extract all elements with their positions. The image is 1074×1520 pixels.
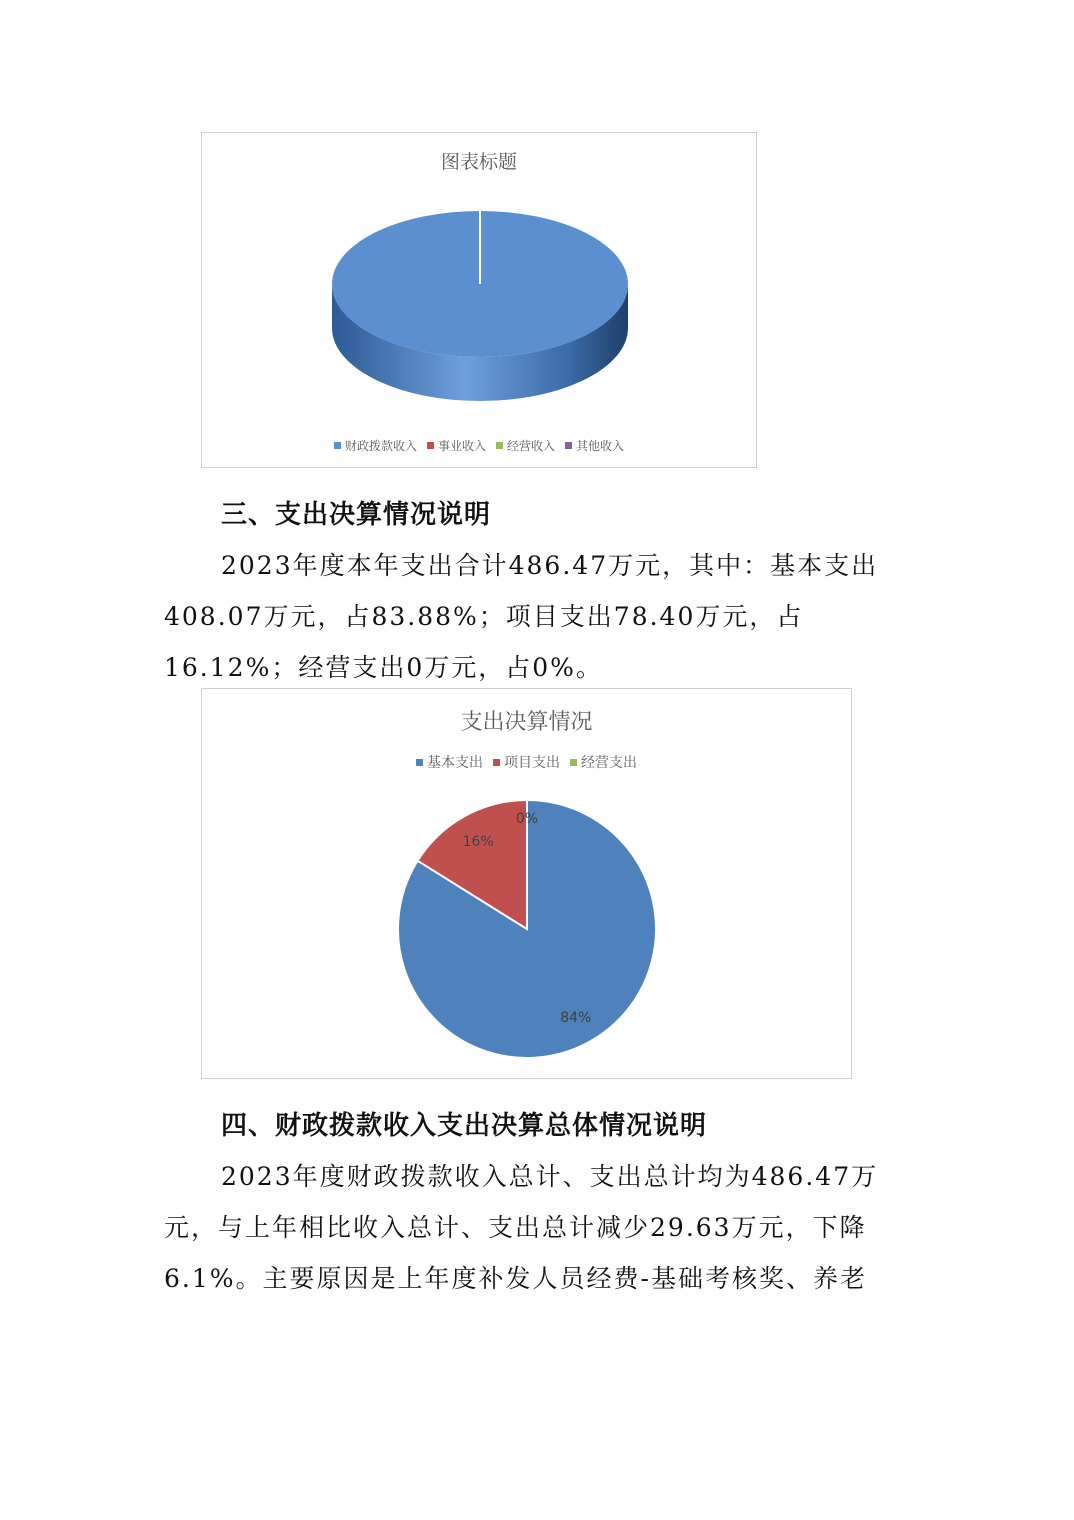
legend-label: 基本支出 <box>427 755 483 771</box>
legend-swatch <box>570 759 577 766</box>
legend-label: 经营收入 <box>507 439 556 453</box>
legend-item <box>334 437 417 454</box>
data-label: 84% <box>560 1009 592 1026</box>
legend-item <box>427 437 486 454</box>
chart-title: 图表标题 <box>440 151 517 173</box>
income-pie-chart <box>201 132 757 468</box>
data-label: 0% <box>515 811 539 828</box>
section-heading: 三、支出决算情况说明 <box>221 500 492 530</box>
legend-swatch <box>416 759 423 766</box>
expenditure-pie-chart <box>201 688 852 1079</box>
legend-swatch <box>493 759 500 766</box>
legend-swatch <box>496 442 503 449</box>
legend-label: 经营支出 <box>581 755 637 771</box>
section-paragraph: 2023年度财政拨款收入总计、支出总计均为486.47万元，与上年相比收入总计、支出总计减少29.63万元，下降6.1%。主要原因是上年度补发人员经费-基础考核奖、养老 <box>164 1162 879 1293</box>
legend-swatch <box>334 442 341 449</box>
legend-item <box>496 437 555 454</box>
legend-item <box>416 752 483 772</box>
income-pie-plot <box>202 133 758 469</box>
chart-legend <box>202 437 756 454</box>
legend-label: 项目支出 <box>504 755 560 771</box>
section-heading: 四、财政拨款收入支出决算总体情况说明 <box>221 1111 708 1141</box>
legend-item <box>570 752 637 772</box>
legend-swatch <box>565 442 572 449</box>
legend-label: 事业收入 <box>437 439 486 453</box>
legend-swatch <box>427 442 434 449</box>
legend-item <box>493 752 560 772</box>
data-label: 16% <box>462 834 494 851</box>
legend-label: 其他收入 <box>576 439 625 453</box>
legend-item <box>565 437 624 454</box>
expenditure-pie-plot <box>202 689 853 1080</box>
chart-title: 支出决算情况 <box>460 710 593 735</box>
legend-label: 财政拨款收入 <box>344 439 417 453</box>
chart-legend <box>202 752 851 772</box>
section-paragraph: 2023年度本年支出合计486.47万元，其中：基本支出408.07万元，占83.88%；项目支出78.40万元，占16.12%；经营支出0万元，占0%。 <box>164 551 879 682</box>
